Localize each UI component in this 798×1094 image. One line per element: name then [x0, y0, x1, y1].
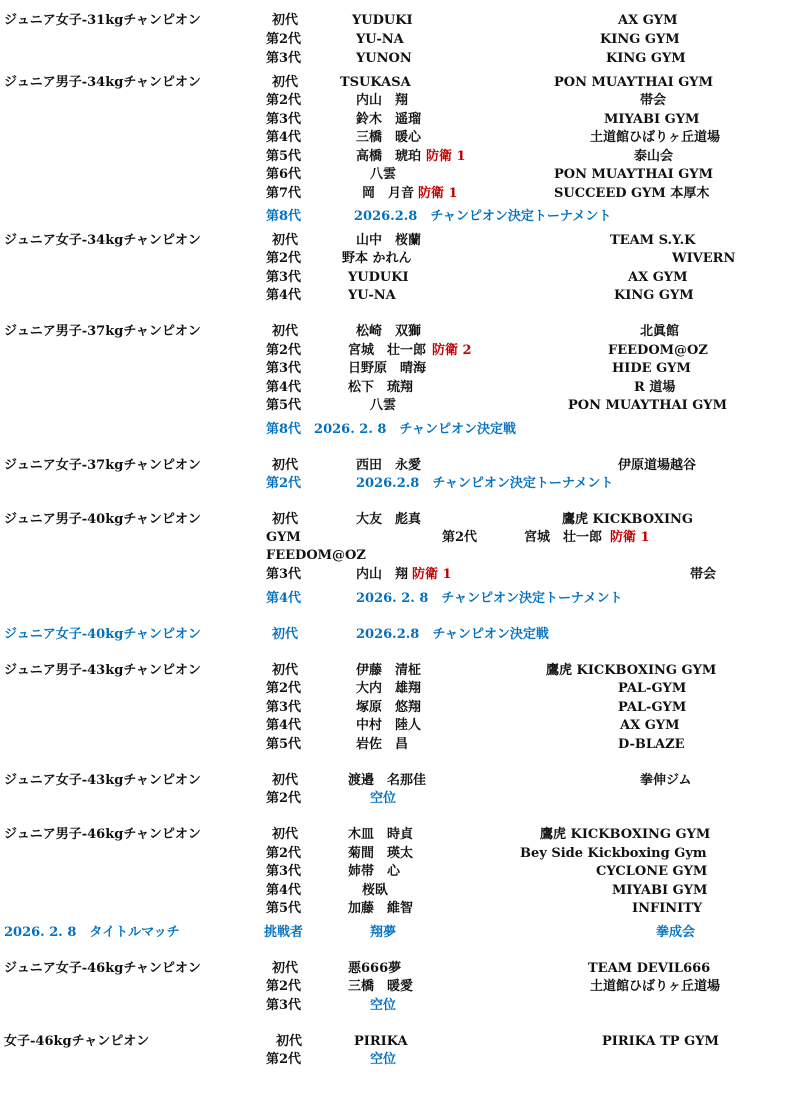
gym-name: KING GYM — [606, 51, 686, 66]
champion-name: 日野原 晴海 — [348, 361, 427, 376]
defense-count: 防衛 1 — [418, 186, 458, 201]
generation-label: 第4代 — [266, 130, 302, 145]
champion-name: TSUKASA — [340, 75, 411, 90]
division-title: ジュニア男子-40kgチャンピオン — [4, 512, 201, 527]
gym-name: Bey Side Kickboxing Gym — [520, 846, 707, 861]
generation-label: 第3代 — [266, 51, 302, 66]
gym-name: PAL-GYM — [618, 681, 687, 696]
gym-name: PIRIKA TP GYM — [602, 1034, 719, 1049]
champion-name: 三橋 暖心 — [356, 130, 422, 145]
gym-name: MIYABI GYM — [604, 112, 700, 127]
generation-label: 第3代 — [266, 112, 302, 127]
gym-name: D-BLAZE — [618, 737, 685, 752]
champion-name: 内山 翔 — [356, 93, 409, 108]
gym-name: PON MUAYTHAI GYM — [554, 167, 713, 182]
gym-name: 鷹虎 KICKBOXING GYM — [546, 663, 717, 678]
champion-name: 中村 陸人 — [356, 718, 422, 733]
champion-name: YU-NA — [356, 32, 404, 47]
generation-label: 第3代 — [266, 998, 302, 1013]
division-title: ジュニア女子-40kgチャンピオン — [4, 627, 201, 642]
generation-label: 第2代 — [442, 530, 478, 545]
challenger-label: 挑戦者 — [264, 925, 304, 940]
champion-name: 加藤 維智 — [348, 901, 414, 916]
challenger-gym: 拳成会 — [656, 925, 696, 940]
champion-name: 菊間 瑛太 — [348, 846, 414, 861]
champion-name: 塚原 悠翔 — [356, 700, 422, 715]
gym-name: KING GYM — [600, 32, 680, 47]
generation-label: 第5代 — [266, 398, 302, 413]
champion-name: PIRIKA — [354, 1034, 408, 1049]
division-title: ジュニア男子-46kgチャンピオン — [4, 827, 201, 842]
generation-label: 第4代 — [266, 591, 302, 606]
gym-name: AX GYM — [618, 13, 678, 28]
tournament-note: 第8代 2026. 2. 8 チャンピオン決定戦 — [266, 422, 517, 437]
generation-label: 第4代 — [266, 883, 302, 898]
champion-name: 悪666夢 — [348, 961, 402, 976]
vacant-label: 空位 — [370, 791, 397, 806]
gym-name: 鷹虎 KICKBOXING — [562, 512, 694, 527]
champion-name: 宮城 壮一郎 — [348, 343, 427, 358]
generation-label: 初代 — [272, 75, 299, 90]
generation-label: 第2代 — [266, 32, 302, 47]
generation-label: 初代 — [272, 512, 299, 527]
gym-name: 北眞館 — [640, 324, 680, 339]
champion-name: 姉帯 心 — [348, 864, 401, 879]
champion-name: YUDUKI — [348, 270, 409, 285]
champion-name: 野本 かれん — [342, 251, 412, 266]
generation-label: 第2代 — [266, 343, 302, 358]
gym-name: TEAM DEVIL666 — [588, 961, 711, 976]
challenger-name: 翔夢 — [370, 925, 397, 940]
champion-name: 山中 桜蘭 — [356, 233, 422, 248]
generation-label: 第5代 — [266, 901, 302, 916]
gym-name: KING GYM — [614, 288, 694, 303]
defense-count: 防衛 2 — [432, 343, 472, 358]
vacant-label: 空位 — [370, 998, 397, 1013]
gym-name: 帯会 — [640, 93, 667, 108]
generation-label: 第8代 — [266, 209, 302, 224]
champion-name: 宮城 壮一郎 — [524, 530, 603, 545]
generation-label: 初代 — [272, 13, 299, 28]
division-title: ジュニア女子-37kgチャンピオン — [4, 458, 201, 473]
division-title: ジュニア女子-31kgチャンピオン — [4, 13, 201, 28]
generation-label: 第2代 — [266, 251, 302, 266]
generation-label: 第3代 — [266, 567, 302, 582]
tournament-note: 2026.2.8 チャンピオン決定トーナメント — [354, 209, 612, 224]
tournament-note: 2026.2.8 チャンピオン決定トーナメント — [356, 476, 614, 491]
champion-name: 松崎 双獅 — [356, 324, 422, 339]
gym-name: MIYABI GYM — [612, 883, 708, 898]
generation-label: 第3代 — [266, 361, 302, 376]
champion-name: 鈴木 遥瑠 — [356, 112, 422, 127]
generation-label: 第4代 — [266, 718, 302, 733]
tournament-note: 2026. 2. 8 チャンピオン決定トーナメント — [356, 591, 623, 606]
generation-label: 初代 — [272, 627, 299, 642]
champion-name: 伊藤 清柾 — [356, 663, 422, 678]
gym-name: PON MUAYTHAI GYM — [554, 75, 713, 90]
champion-name: 木皿 時貞 — [348, 827, 414, 842]
gym-name: 鷹虎 KICKBOXING GYM — [540, 827, 711, 842]
generation-label: 第2代 — [266, 681, 302, 696]
champion-name: 大内 雄翔 — [356, 681, 422, 696]
generation-label: 第4代 — [266, 288, 302, 303]
defense-count: 防衛 1 — [610, 530, 650, 545]
generation-label: 第3代 — [266, 700, 302, 715]
division-title: 女子-46kgチャンピオン — [4, 1034, 150, 1049]
champion-name: 八雲 — [370, 398, 397, 413]
title-match-date: 2026. 2. 8 タイトルマッチ — [4, 925, 180, 940]
champion-name: 渡邉 名那佳 — [348, 773, 427, 788]
generation-label: 初代 — [272, 773, 299, 788]
gym-name: SUCCEED GYM 本厚木 — [554, 186, 710, 201]
generation-label: 初代 — [272, 458, 299, 473]
gym-name: 帯会 — [690, 567, 717, 582]
gym-name-continued: GYM — [266, 530, 301, 545]
division-title: ジュニア女子-46kgチャンピオン — [4, 961, 201, 976]
generation-label: 第2代 — [266, 791, 302, 806]
gym-name-continued: FEEDOM@OZ — [266, 548, 366, 563]
gym-name: 泰山会 — [634, 149, 674, 164]
gym-name: INFINITY — [632, 901, 703, 916]
generation-label: 第2代 — [266, 846, 302, 861]
tournament-note: 2026.2.8 チャンピオン決定戦 — [356, 627, 549, 642]
champion-name: YUNON — [356, 51, 412, 66]
generation-label: 第3代 — [266, 864, 302, 879]
vacant-label: 空位 — [370, 1052, 397, 1067]
generation-label: 第2代 — [266, 476, 302, 491]
gym-name: HIDE GYM — [612, 361, 691, 376]
generation-label: 第2代 — [266, 1052, 302, 1067]
division-title: ジュニア男子-37kgチャンピオン — [4, 324, 201, 339]
champion-name: 桜臥 — [362, 883, 389, 898]
champion-name: 岩佐 昌 — [356, 737, 409, 752]
generation-label: 初代 — [272, 324, 299, 339]
champion-name: 内山 翔 — [356, 567, 409, 582]
gym-name: 土道館ひばりヶ丘道場 — [590, 979, 721, 994]
champion-name: YUDUKI — [352, 13, 413, 28]
generation-label: 初代 — [276, 1034, 303, 1049]
generation-label: 第5代 — [266, 737, 302, 752]
champion-name: 大友 彪真 — [356, 512, 422, 527]
gym-name: WIVERN — [672, 251, 736, 266]
generation-label: 初代 — [272, 663, 299, 678]
generation-label: 第2代 — [266, 93, 302, 108]
division-title: ジュニア女子-34kgチャンピオン — [4, 233, 201, 248]
generation-label: 第5代 — [266, 149, 302, 164]
division-title: ジュニア男子-34kgチャンピオン — [4, 75, 201, 90]
champion-name: 岡 月音 — [362, 186, 415, 201]
champion-name: 三橋 暖愛 — [348, 979, 414, 994]
gym-name: PON MUAYTHAI GYM — [568, 398, 727, 413]
gym-name: 伊原道場越谷 — [618, 458, 697, 473]
gym-name: 拳伸ジム — [640, 773, 692, 788]
generation-label: 初代 — [272, 827, 299, 842]
champion-name: 松下 琉翔 — [348, 380, 414, 395]
gym-name: AX GYM — [628, 270, 688, 285]
gym-name: CYCLONE GYM — [596, 864, 708, 879]
generation-label: 第7代 — [266, 186, 302, 201]
generation-label: 第3代 — [266, 270, 302, 285]
gym-name: TEAM S.Y.K — [610, 233, 696, 248]
gym-name: FEEDOM@OZ — [608, 343, 708, 358]
generation-label: 初代 — [272, 233, 299, 248]
champion-name: 西田 永愛 — [356, 458, 422, 473]
gym-name: AX GYM — [620, 718, 680, 733]
generation-label: 第4代 — [266, 380, 302, 395]
gym-name: R 道場 — [634, 380, 676, 395]
defense-count: 防衛 1 — [412, 567, 452, 582]
gym-name: 土道館ひばりヶ丘道場 — [590, 130, 721, 145]
champion-name: 八雲 — [370, 167, 397, 182]
generation-label: 第6代 — [266, 167, 302, 182]
division-title: ジュニア男子-43kgチャンピオン — [4, 663, 201, 678]
champion-name: YU-NA — [348, 288, 396, 303]
defense-count: 防衛 1 — [426, 149, 466, 164]
champion-name: 高橋 琥珀 — [356, 149, 422, 164]
generation-label: 初代 — [272, 961, 299, 976]
generation-label: 第2代 — [266, 979, 302, 994]
division-title: ジュニア女子-43kgチャンピオン — [4, 773, 201, 788]
gym-name: PAL-GYM — [618, 700, 687, 715]
